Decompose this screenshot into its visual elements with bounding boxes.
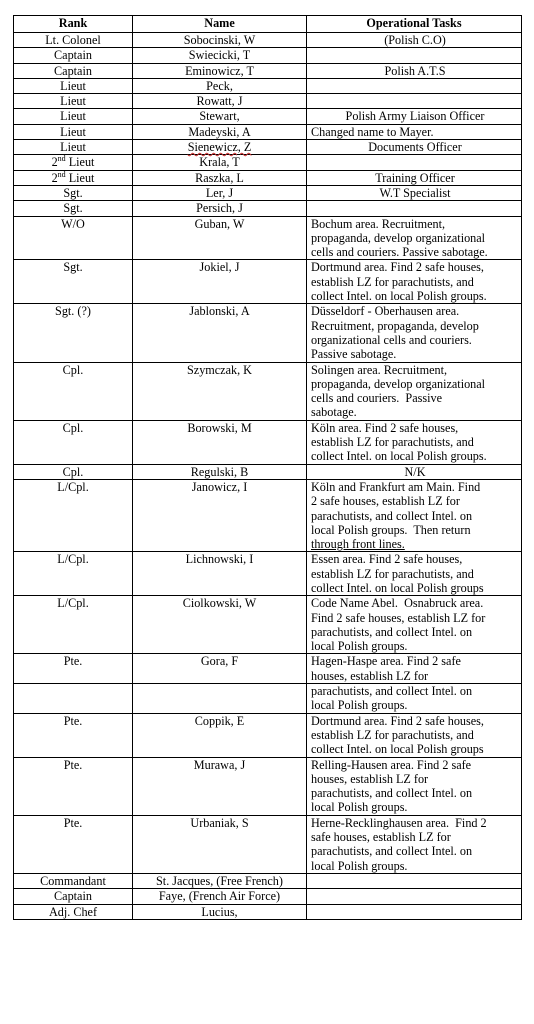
- task-line: Dortmund area. Find 2 safe houses,: [311, 713, 484, 728]
- task-line: Düsseldorf - Oberhausen area.: [311, 304, 460, 319]
- rank-cell: Pte.: [14, 815, 133, 873]
- rank-cell: Adj. Chef: [14, 904, 133, 919]
- operational-task-cell: Documents Officer: [307, 140, 522, 155]
- operational-task-cell: [307, 873, 522, 888]
- task-line: establish LZ for parachutists, and: [311, 566, 474, 581]
- task-line: establish LZ for parachutists, and: [311, 435, 474, 450]
- task-line: parachutists, and collect Intel. on: [311, 624, 473, 639]
- table-row: [14, 757, 522, 815]
- task-line: local Polish groups.: [311, 698, 408, 713]
- rank-number: 2: [51, 170, 58, 185]
- task-line: local Polish groups. Then return: [311, 522, 471, 537]
- task-line: Bochum area. Recruitment,: [311, 216, 446, 231]
- table-row: [14, 140, 522, 155]
- operational-task-cell: Polish A.T.S: [307, 63, 522, 78]
- rank-cell: Sgt.: [14, 201, 133, 216]
- operational-task-cell: [307, 216, 522, 260]
- name-cell: Sobocinski, W: [133, 33, 307, 48]
- task-line: Code Name Abel. Osnabruck area.: [311, 596, 484, 611]
- table-row: [14, 596, 522, 654]
- task-line: Recruitment, propaganda, develop: [311, 318, 479, 333]
- table-row: [14, 654, 522, 684]
- task-line: Essen area. Find 2 safe houses,: [311, 552, 463, 567]
- rank-cell: Lieut: [14, 109, 133, 124]
- rank-cell: Cpl.: [14, 420, 133, 464]
- rank-title: Lieut: [65, 155, 95, 170]
- table-row: [14, 63, 522, 78]
- task-line: Köln and Frankfurt am Main. Find: [311, 479, 481, 494]
- task-line: cells and couriers. Passive: [311, 391, 442, 406]
- name-cell: [133, 140, 307, 155]
- table-row: [14, 889, 522, 904]
- task-line: through front lines.: [311, 537, 405, 552]
- task-line: local Polish groups.: [311, 639, 408, 654]
- rank-cell: Captain: [14, 889, 133, 904]
- task-line: local Polish groups.: [311, 858, 408, 873]
- operational-task-cell: Training Officer: [307, 170, 522, 185]
- operational-task-cell: Changed name to Mayer.: [307, 124, 522, 139]
- table-row: [14, 78, 522, 93]
- operational-task-cell: [307, 362, 522, 420]
- table-row: [14, 109, 522, 124]
- table-row: [14, 170, 522, 185]
- table-row: [14, 713, 522, 757]
- task-line: Dortmund area. Find 2 safe houses,: [311, 260, 484, 275]
- task-line: houses, establish LZ for: [311, 771, 429, 786]
- task-line: Find 2 safe houses, establish LZ for: [311, 610, 486, 625]
- name-cell: Coppik, E: [133, 713, 307, 757]
- operational-task-cell: [307, 155, 522, 170]
- name-cell: Gora, F: [133, 654, 307, 684]
- rank-ordinal-suffix: nd: [57, 154, 66, 164]
- name-cell: [133, 684, 307, 714]
- rank-cell: Cpl.: [14, 362, 133, 420]
- rank-cell: Lieut: [14, 124, 133, 139]
- operational-task-cell: (Polish C.O): [307, 33, 522, 48]
- table-row: [14, 94, 522, 109]
- task-line: organizational cells and couriers.: [311, 332, 472, 347]
- name-cell: Borowski, M: [133, 420, 307, 464]
- operational-task-cell: [307, 596, 522, 654]
- table-row: [14, 815, 522, 873]
- operational-task-cell: [307, 654, 522, 684]
- name-cell: Jablonski, A: [133, 304, 307, 362]
- table-body: [14, 33, 522, 920]
- task-line: establish LZ for parachutists, and: [311, 727, 474, 742]
- rank-cell: Pte.: [14, 654, 133, 684]
- rank-title: Lieut: [65, 170, 95, 185]
- name-cell: Murawa, J: [133, 757, 307, 815]
- operational-task-cell: [307, 904, 522, 919]
- name-cell: St. Jacques, (Free French): [133, 873, 307, 888]
- operational-task-cell: [307, 48, 522, 63]
- rank-cell: L/Cpl.: [14, 479, 133, 551]
- name-cell: Madeyski, A: [133, 124, 307, 139]
- task-line: establish LZ for parachutists, and: [311, 274, 474, 289]
- table-row: [14, 479, 522, 551]
- task-line: sabotage.: [311, 405, 357, 420]
- name-cell: Faye, (French Air Force): [133, 889, 307, 904]
- name-cell: Ler, J: [133, 185, 307, 200]
- rank-cell: Sgt.: [14, 260, 133, 304]
- name-cell: Regulski, B: [133, 464, 307, 479]
- rank-cell: Lt. Colonel: [14, 33, 133, 48]
- operational-task-cell: [307, 889, 522, 904]
- task-line: 2 safe houses, establish LZ for: [311, 494, 460, 509]
- name-cell: Ciolkowski, W: [133, 596, 307, 654]
- task-line: Herne-Recklinghausen area. Find 2: [311, 815, 487, 830]
- operational-task-cell: Polish Army Liaison Officer: [307, 109, 522, 124]
- rank-cell: Captain: [14, 63, 133, 78]
- task-line: Solingen area. Recruitment,: [311, 362, 448, 377]
- operational-task-cell: [307, 304, 522, 362]
- name-text: Sienewicz, Z: [187, 140, 252, 155]
- operational-task-cell: [307, 757, 522, 815]
- rank-cell: Cpl.: [14, 464, 133, 479]
- rank-cell: W/O: [14, 216, 133, 260]
- operational-task-cell: [307, 260, 522, 304]
- operational-task-cell: [307, 78, 522, 93]
- header-operational-tasks: Operational Tasks: [307, 16, 522, 33]
- task-line: local Polish groups.: [311, 800, 408, 815]
- table-row: [14, 155, 522, 170]
- table-row: [14, 201, 522, 216]
- rank-cell: [14, 684, 133, 714]
- personnel-table: [13, 15, 522, 920]
- rank-cell: L/Cpl.: [14, 596, 133, 654]
- table-row: [14, 904, 522, 919]
- task-line: Passive sabotage.: [311, 347, 397, 362]
- rank-number: 2: [51, 155, 58, 170]
- table-row: [14, 48, 522, 63]
- name-cell: Lucius,: [133, 904, 307, 919]
- name-cell: Peck,: [133, 78, 307, 93]
- task-line: parachutists, and collect Intel. on: [311, 684, 473, 699]
- rank-cell: Lieut: [14, 78, 133, 93]
- operational-task-cell: W.T Specialist: [307, 185, 522, 200]
- rank-cell: Commandant: [14, 873, 133, 888]
- task-line: Relling-Hausen area. Find 2 safe: [311, 757, 472, 772]
- operational-task-cell: N/K: [307, 464, 522, 479]
- operational-task-cell: [307, 420, 522, 464]
- rank-cell: Pte.: [14, 713, 133, 757]
- task-line: parachutists, and collect Intel. on: [311, 786, 473, 801]
- operational-task-cell: [307, 552, 522, 596]
- header-rank: Rank: [14, 16, 133, 33]
- rank-cell: Lieut: [14, 140, 133, 155]
- table-row: [14, 684, 522, 714]
- rank-cell: Lieut: [14, 94, 133, 109]
- name-cell: Szymczak, K: [133, 362, 307, 420]
- name-cell: Urbaniak, S: [133, 815, 307, 873]
- task-line: parachutists, and collect Intel. on: [311, 844, 473, 859]
- table-row: [14, 216, 522, 260]
- operational-task-cell: [307, 684, 522, 714]
- rank-cell: [14, 170, 133, 185]
- table-row: [14, 464, 522, 479]
- name-cell: Eminowicz, T: [133, 63, 307, 78]
- table-row: [14, 260, 522, 304]
- header-name: Name: [133, 16, 307, 33]
- table-row: [14, 124, 522, 139]
- rank-cell: Sgt. (?): [14, 304, 133, 362]
- task-line: collect Intel. on local Polish groups: [311, 742, 484, 757]
- name-cell: Persich, J: [133, 201, 307, 216]
- operational-task-cell: [307, 713, 522, 757]
- rank-ordinal-suffix: nd: [57, 169, 66, 179]
- task-line: propaganda, develop organizational: [311, 230, 486, 245]
- name-cell: Rowatt, J: [133, 94, 307, 109]
- name-cell: Janowicz, I: [133, 479, 307, 551]
- task-line: collect Intel. on local Polish groups.: [311, 289, 487, 304]
- name-cell: Lichnowski, I: [133, 552, 307, 596]
- table-header-row: [14, 16, 522, 33]
- task-line: collect Intel. on local Polish groups.: [311, 449, 487, 464]
- task-line: propaganda, develop organizational: [311, 376, 486, 391]
- task-line: parachutists, and collect Intel. on: [311, 508, 473, 523]
- rank-cell: L/Cpl.: [14, 552, 133, 596]
- task-line: houses, establish LZ for: [311, 668, 429, 683]
- rank-cell: Pte.: [14, 757, 133, 815]
- rank-cell: Captain: [14, 48, 133, 63]
- rank-cell: Sgt.: [14, 185, 133, 200]
- operational-task-cell: [307, 479, 522, 551]
- name-cell: Guban, W: [133, 216, 307, 260]
- rank-cell: [14, 155, 133, 170]
- operational-task-cell: [307, 94, 522, 109]
- table-row: [14, 420, 522, 464]
- table-row: [14, 362, 522, 420]
- name-cell: Krala, T: [133, 155, 307, 170]
- table-row: [14, 304, 522, 362]
- operational-task-cell: [307, 815, 522, 873]
- table-row: [14, 185, 522, 200]
- table-row: [14, 552, 522, 596]
- task-line: Hagen-Haspe area. Find 2 safe: [311, 654, 461, 669]
- name-cell: Swiecicki, T: [133, 48, 307, 63]
- name-cell: Stewart,: [133, 109, 307, 124]
- name-cell: Jokiel, J: [133, 260, 307, 304]
- operational-task-cell: [307, 201, 522, 216]
- name-cell: Raszka, L: [133, 170, 307, 185]
- task-line: Köln area. Find 2 safe houses,: [311, 420, 459, 435]
- task-line: collect Intel. on local Polish groups: [311, 580, 484, 595]
- table-row: [14, 873, 522, 888]
- task-line: cells and couriers. Passive sabotage.: [311, 245, 488, 260]
- task-line: safe houses, establish LZ for: [311, 830, 451, 845]
- table-row: [14, 33, 522, 48]
